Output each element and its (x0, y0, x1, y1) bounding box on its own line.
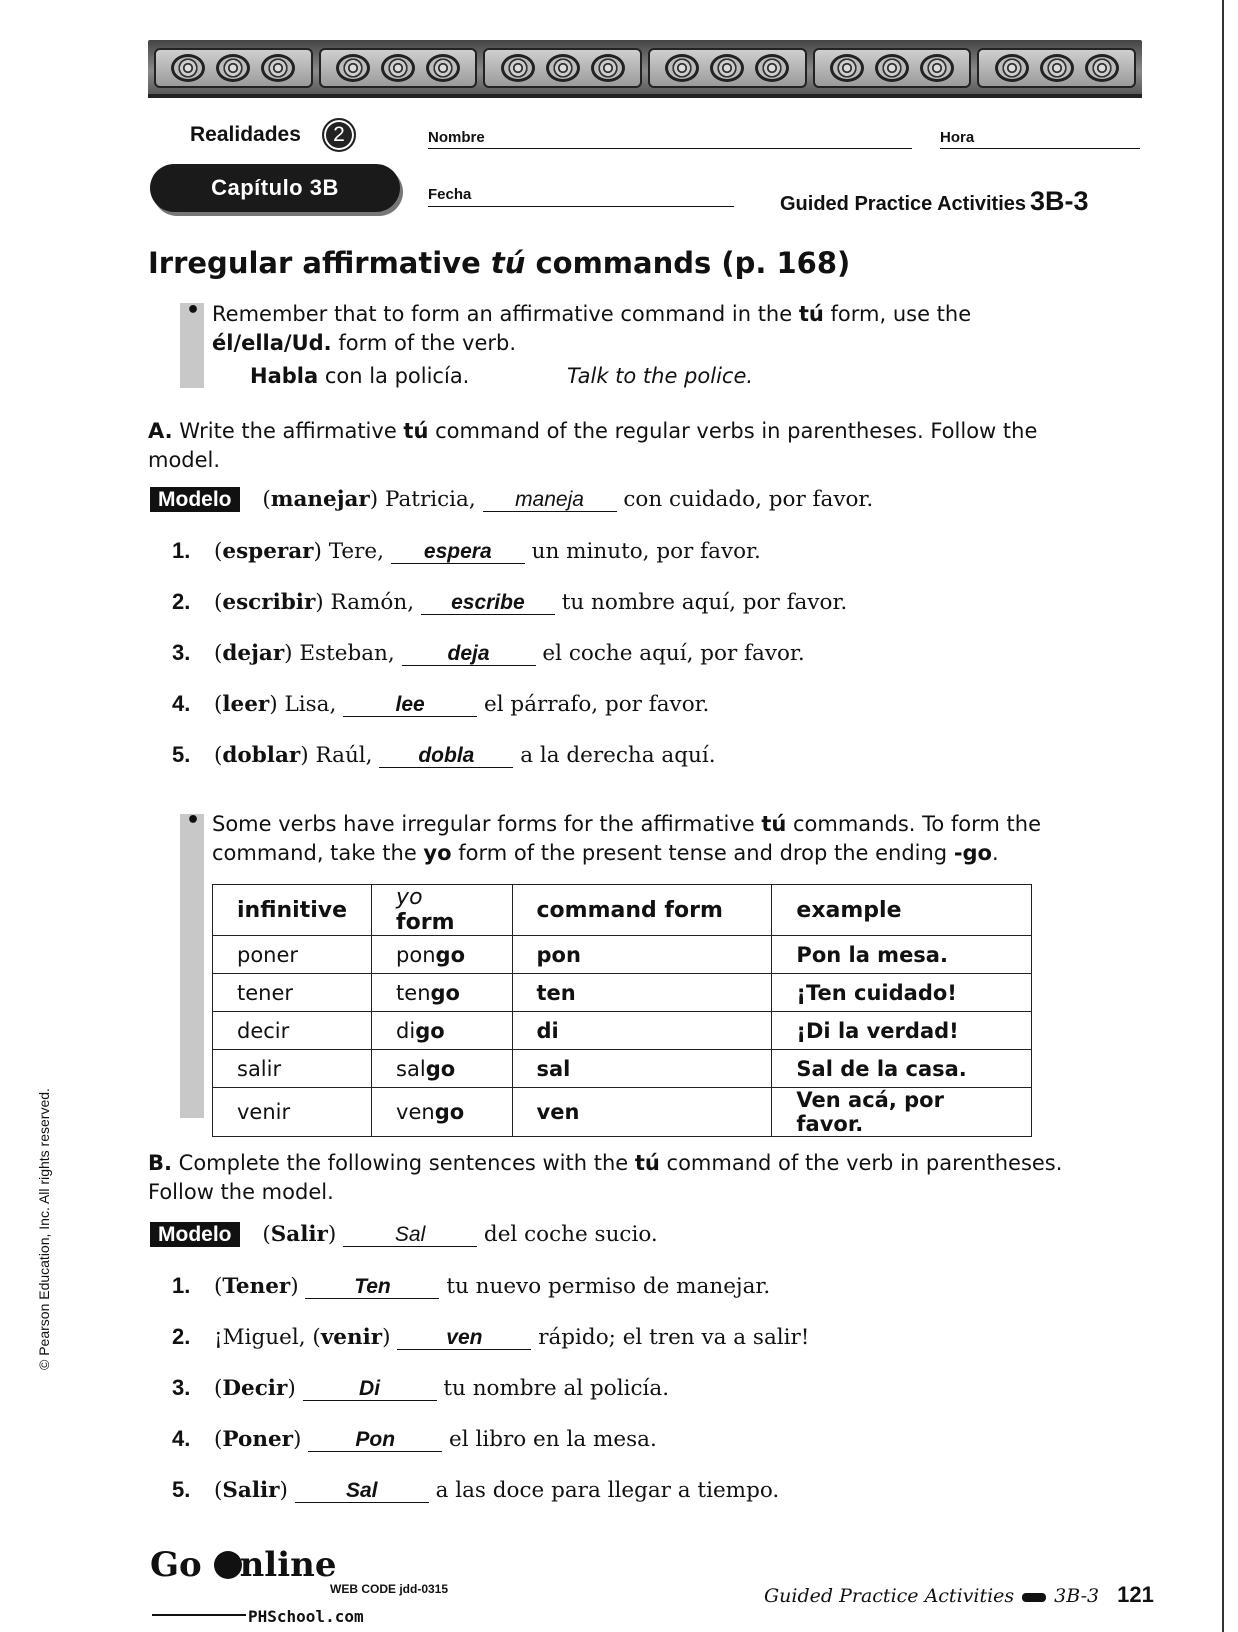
banner-tile (483, 48, 642, 88)
table-row: decir digo di ¡Di la verdad! (213, 1012, 1032, 1050)
modelo-tag: Modelo (150, 1222, 240, 1247)
level-badge: 2 (322, 118, 356, 152)
model-answer: maneja (483, 489, 617, 512)
go-online-logo[interactable]: Go nline (150, 1545, 337, 1585)
web-code: WEB CODE jdd-0315 (330, 1582, 449, 1596)
table-row: salir salgo sal Sal de la casa. (213, 1050, 1032, 1088)
answer-blank[interactable]: espera (391, 541, 525, 564)
banner-tile (977, 48, 1136, 88)
section-b-item: 4. (Poner) Pon el libro en la mesa. (172, 1426, 657, 1452)
column-header: yo form (372, 885, 512, 936)
note-2: Some verbs have irregular forms for the affirmative tú commands. To form the command, take the yo form of the present tense and drop the ending -go. (212, 812, 1041, 865)
column-header: command form (512, 885, 772, 936)
section-b-instructions: B. Complete the following sentences with the tú command of the verb in parentheses. Follow the model. (148, 1151, 1063, 1204)
activity-label: Guided Practice Activities (780, 193, 1027, 215)
decorative-banner (148, 40, 1142, 96)
answer-blank[interactable]: Sal (295, 1480, 429, 1503)
note-1-translation: Talk to the police. (567, 364, 754, 388)
banner-tile (813, 48, 972, 88)
phschool-link[interactable]: PHSchool.com (248, 1607, 364, 1626)
globe-icon (214, 1551, 242, 1579)
activity-header (780, 186, 1089, 217)
chapter-label: Capítulo 3B (150, 164, 400, 212)
page-number: 121 (1117, 1582, 1154, 1607)
section-b-item: 2. ¡Miguel, (venir) ven rápido; el tren va a salir! (172, 1324, 810, 1350)
section-a-instructions: A. Write the affirmative tú command of the regular verbs in parentheses. Follow the model. (148, 419, 1038, 472)
date-field[interactable] (428, 206, 734, 207)
activity-number: 3B-3 (1030, 186, 1089, 216)
date-label: Fecha (428, 186, 472, 203)
note-1-example: Habla con la policía. (250, 364, 470, 388)
note-1: Remember that to form an affirmative command in the tú form, use the él/ella/Ud. form of the verb. (212, 302, 972, 355)
hour-field[interactable] (940, 148, 1140, 149)
irregular-commands-table (212, 884, 1032, 1137)
section-a-item: 5. (doblar) Raúl, dobla a la derecha aquí. (172, 742, 716, 768)
page-edge (1222, 0, 1224, 1632)
answer-blank[interactable]: deja (402, 643, 536, 666)
name-field[interactable] (428, 148, 912, 149)
answer-blank[interactable]: lee (343, 694, 477, 717)
banner-underline (148, 94, 1142, 98)
section-a-item: 3. (dejar) Esteban, deja el coche aquí, por favor. (172, 640, 805, 666)
banner-tile (319, 48, 478, 88)
modelo-tag: Modelo (150, 487, 240, 512)
bullet: • (186, 808, 201, 833)
copyright-notice: © Pearson Education, Inc. All rights reserved. (36, 1088, 52, 1370)
logo-underline (152, 1614, 246, 1616)
model-answer: Sal (343, 1224, 477, 1247)
section-a-item: 1. (esperar) Tere, espera un minuto, por favor. (172, 538, 761, 564)
answer-blank[interactable]: ven (397, 1327, 531, 1350)
table-row: venir vengo ven Ven acá, por favor. (213, 1088, 1032, 1137)
page-title: Irregular affirmative tú commands (p. 168) (148, 246, 851, 280)
table-header-row (213, 885, 1032, 936)
section-a-item: 2. (escribir) Ramón, escribe tu nombre aquí, por favor. (172, 589, 848, 615)
answer-blank[interactable]: dobla (379, 745, 513, 768)
answer-blank[interactable]: Di (303, 1378, 437, 1401)
table-row: poner pongo pon Pon la mesa. (213, 936, 1032, 974)
hour-label: Hora (940, 129, 975, 146)
note-sidebar-bar (180, 814, 204, 1118)
column-header: example (772, 885, 1032, 936)
banner-tile (648, 48, 807, 88)
section-b-item: 1. (Tener) Ten tu nuevo permiso de manejar. (172, 1273, 771, 1299)
answer-blank[interactable]: Ten (305, 1276, 439, 1299)
section-b-model: Modelo (Salir) Sal del coche sucio. (150, 1222, 658, 1247)
bullet: • (186, 298, 201, 323)
answer-blank[interactable]: escribe (421, 592, 555, 615)
dash-icon (1022, 1593, 1046, 1602)
section-b-item: 5. (Salir) Sal a las doce para llegar a tiempo. (172, 1477, 780, 1503)
series-title: Realidades (190, 123, 301, 146)
section-a-model: Modelo (manejar) Patricia, maneja con cuidado, por favor. (150, 487, 873, 512)
footer-page-info: Guided Practice Activities 3B-3 121 (764, 1582, 1154, 1607)
section-b-item: 3. (Decir) Di tu nombre al policía. (172, 1375, 670, 1401)
column-header: infinitive (213, 885, 372, 936)
name-label: Nombre (428, 129, 485, 146)
section-a-item: 4. (leer) Lisa, lee el párrafo, por favor. (172, 691, 710, 717)
table-row: tener tengo ten ¡Ten cuidado! (213, 974, 1032, 1012)
banner-tile (154, 48, 313, 88)
answer-blank[interactable]: Pon (308, 1429, 442, 1452)
